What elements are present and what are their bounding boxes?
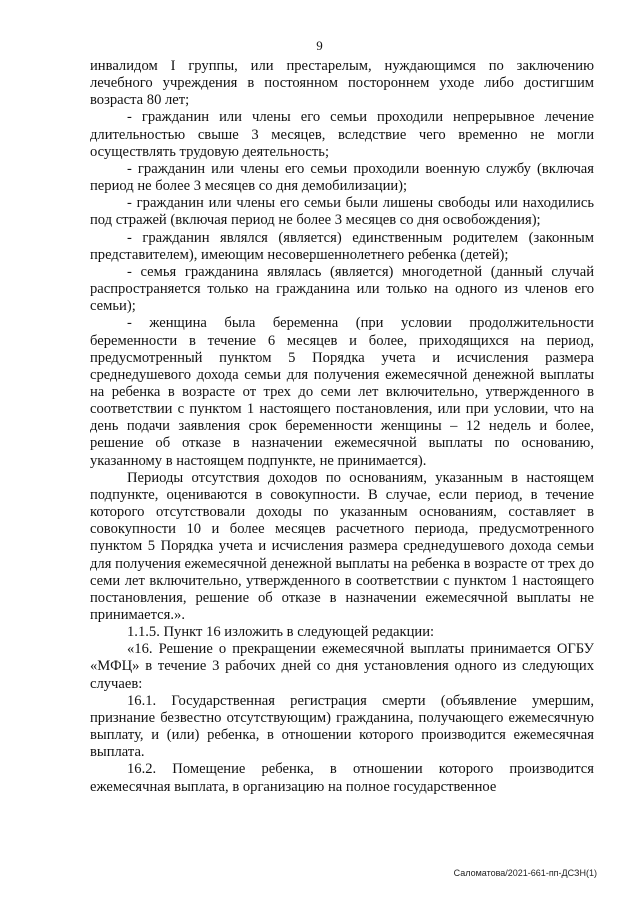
paragraph: 1.1.5. Пункт 16 изложить в следующей редакции: [127, 624, 435, 641]
document-body [90, 58, 594, 796]
paragraph: - гражданин являлся (является) единственным родителем (законным представителем), имеющим несовершеннолетнего ребенка (детей); [90, 229, 594, 263]
paragraph: 16.2. Помещение ребенка, в отношении которого производится ежемесячная выплата, в организацию на полное государственное [90, 761, 594, 795]
paragraph: «16. Решение о прекращении ежемесячной выплаты принимается ОГБУ «МФЦ» в течение 3 рабочих дней со дня установления одного из следующих случаев: [90, 641, 594, 692]
paragraph: инвалидом I группы, или престарелым, нуждающимся по заключению лечебного учреждения в постоянном постороннем уходе либо достигшим возраста 80 лет; [90, 58, 594, 109]
paragraph: - гражданин или члены его семьи были лишены свободы или находились под стражей (включая период не более 3 месяцев со дня освобождения); [90, 195, 594, 229]
paragraph: - гражданин или члены его семьи проходили непрерывное лечение длительностью свыше 3 месяцев, вследствие чего временно не могли осуществлять трудовую деятельность; [90, 109, 594, 160]
paragraph: Периоды отсутствия доходов по основаниям, указанным в настоящем подпункте, оцениваются в совокупности. В случае, если период, в течение которого отсутствовали доходы по указанным основаниям, составляет в совокупности 10 и более месяцев расчетного периода, предусмотренного пунктом 5 Порядка учета и исчисления размера среднедушевого дохода семьи для получения ежемесячной денежной выплаты на ребенка в возрасте от трех до семи лет включительно, утвержденного в соответствии с пунктом 1 настоящего постановления, решение об отказе в назначении ежемесячной выплаты не принимается.». [90, 469, 594, 623]
page-number: 9 [316, 38, 323, 53]
paragraph: 16.1. Государственная регистрация смерти (объявление умершим, признание безвестно отсутствующим) гражданина, получающего ежемесячную выплату, и (или) ребенка, в отношении которого производится ежемесячная выплата. [90, 692, 594, 761]
paragraph: - гражданин или члены его семьи проходили военную службу (включая период не более 3 месяцев со дня демобилизации); [90, 160, 594, 195]
paragraph: - семья гражданина являлась (является) многодетной (данный случай распространяется только на гражданина или только на одного из членов его семьи); [90, 263, 594, 315]
footer-document-code: Саломатова/2021-661-пп-ДСЗН(1) [453, 868, 597, 878]
paragraph: - женщина была беременна (при условии продолжительности беременности в течение 6 месяцев и более, приходящихся на период, предусмотренный пунктом 5 Порядка учета и исчисления размера среднедушевого дохода семьи для получения ежемесячной денежной выплаты на ребенка в возрасте от трех до семи лет включительно, утвержденного в соответствии с пунктом 1 настоящего постановления, или при условии, что на день подачи заявления срок беременности женщины – 12 недель и более, решение об отказе в назначении ежемесячной выплаты по основанию, указанному в настоящем подпункте, не принимается). [90, 315, 594, 469]
